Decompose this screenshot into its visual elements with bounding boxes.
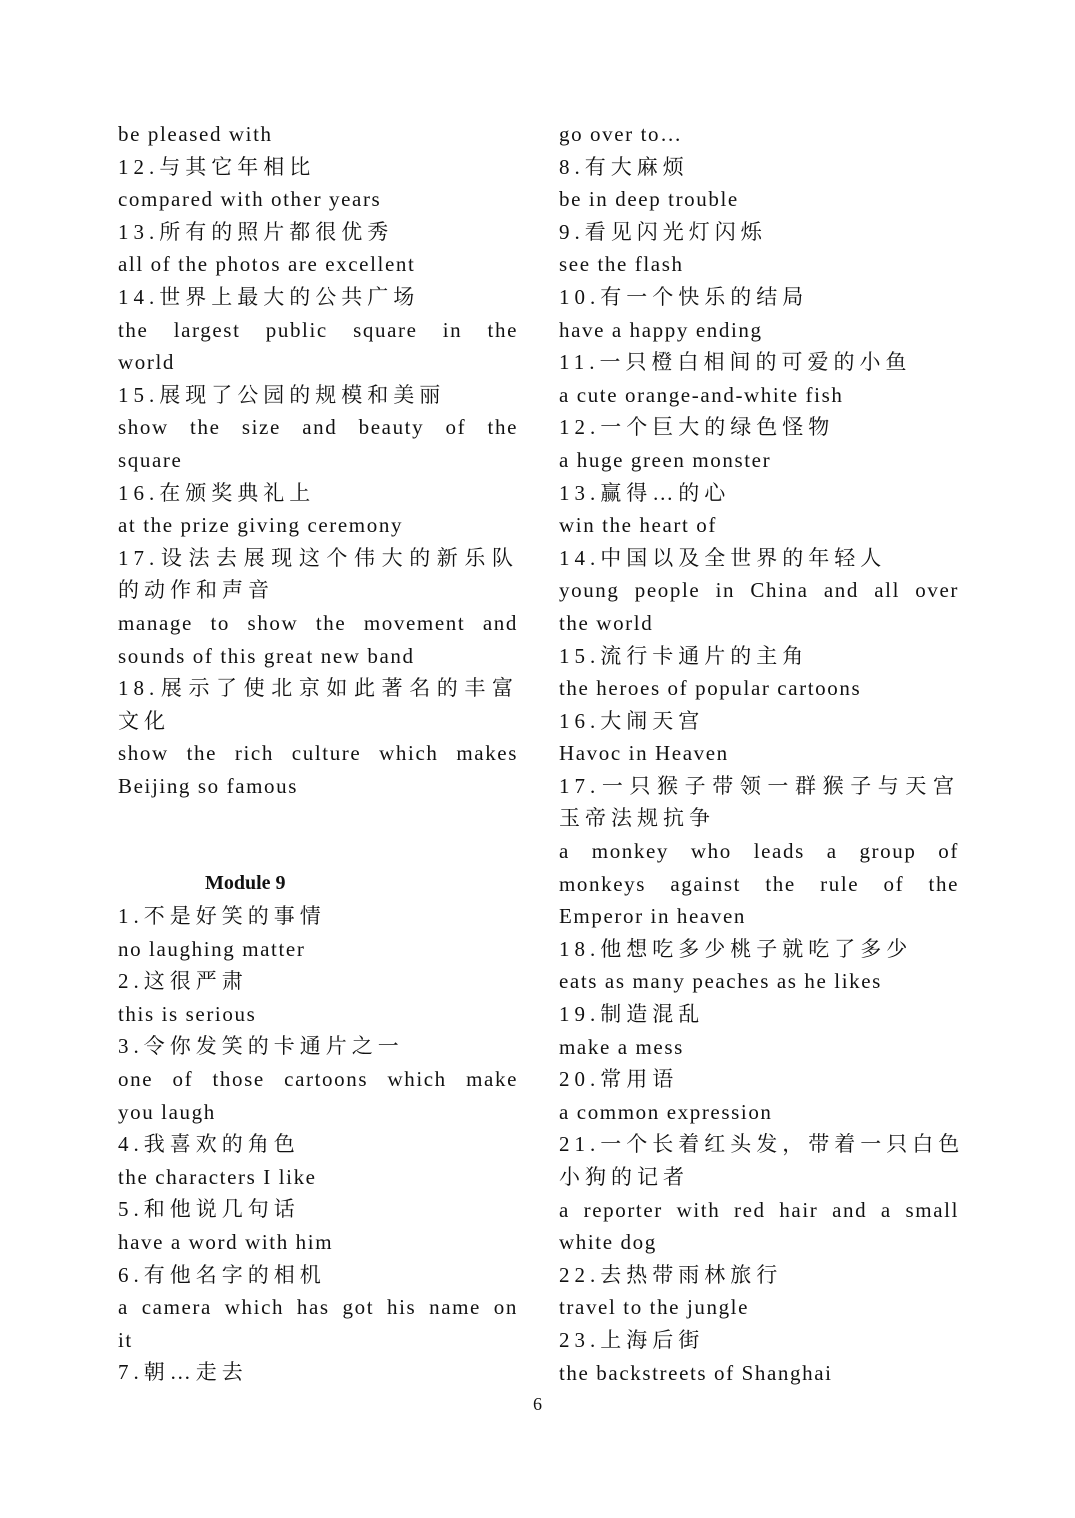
text-line: square: [118, 447, 183, 472]
text-line: 19.制造混乱: [559, 1002, 705, 1027]
text-line: 4.我喜欢的角色: [118, 1132, 300, 1157]
text-line: the largest public square in the: [118, 317, 518, 342]
text-line: Beijing so famous: [118, 773, 299, 798]
text-line: show the size and beauty of the: [118, 415, 518, 440]
text-line: 13.赢得…的心: [559, 480, 731, 505]
text-line: a camera which has got his name on: [118, 1295, 518, 1320]
text-line: at the prize giving ceremony: [118, 513, 404, 538]
text-line: Havoc in Heaven: [559, 741, 729, 766]
text-line: white dog: [559, 1230, 657, 1255]
text-line: 的动作和声音: [118, 578, 274, 603]
text-line: 15.流行卡通片的主角: [559, 643, 809, 668]
text-line: 8.有大麻烦: [559, 154, 689, 179]
text-line: no laughing matter: [118, 936, 306, 961]
text-line: 22.去热带雨林旅行: [559, 1262, 783, 1287]
module-heading: Module 9: [205, 872, 286, 895]
text-line: compared with other years: [118, 187, 382, 212]
text-line: 17.一只猴子带领一群猴子与天宫: [559, 773, 959, 798]
text-line: a common expression: [559, 1099, 773, 1124]
text-line: 3.令你发笑的卡通片之一: [118, 1034, 404, 1059]
text-line: all of the photos are excellent: [118, 252, 416, 277]
text-line: 7.朝…走去: [118, 1360, 248, 1385]
text-line: have a happy ending: [559, 317, 763, 342]
text-line: 17.设法去展现这个伟大的新乐队: [118, 545, 518, 570]
text-line: it: [118, 1327, 133, 1352]
text-line: 20.常用语: [559, 1067, 679, 1092]
text-line: the characters I like: [118, 1164, 317, 1189]
text-line: 11.一只橙白相间的可爱的小鱼: [559, 350, 912, 375]
text-line: the backstreets of Shanghai: [559, 1360, 833, 1385]
text-line: 12.与其它年相比: [118, 154, 316, 179]
left-column: [118, 118, 518, 1389]
text-line: 2.这很严肃: [118, 969, 248, 994]
text-line: make a mess: [559, 1034, 684, 1059]
text-line: this is serious: [118, 1001, 257, 1026]
text-line: a reporter with red hair and a small: [559, 1197, 959, 1222]
text-line: 14.中国以及全世界的年轻人: [559, 545, 887, 570]
text-line: 21.一个长着红头发，带着一只白色: [559, 1132, 965, 1157]
text-line: 小狗的记者: [559, 1165, 689, 1189]
text-line: the world: [559, 610, 654, 635]
text-line: you laugh: [118, 1099, 216, 1124]
text-line: world: [118, 350, 175, 375]
text-line: 18.他想吃多少桃子就吃了多少: [559, 936, 913, 961]
text-line: go over to…: [559, 122, 683, 146]
left-lines-bottom: [118, 900, 518, 1389]
section-gap: [118, 802, 518, 867]
text-line: 15.展现了公园的规模和美丽: [118, 382, 446, 407]
text-line: have a word with him: [118, 1230, 334, 1254]
text-line: win the heart of: [559, 513, 717, 538]
text-line: 14.世界上最大的公共广场: [118, 284, 420, 309]
text-line: eats as many peaches as he likes: [559, 969, 882, 994]
text-line: young people in China and all over: [559, 578, 959, 603]
text-line: travel to the jungle: [559, 1295, 750, 1320]
text-line: monkeys against the rule of the: [559, 871, 959, 896]
text-line: 12.一个巨大的绿色怪物: [559, 415, 835, 440]
text-line: 文化: [118, 708, 170, 733]
text-line: a monkey who leads a group of: [559, 839, 959, 864]
text-line: 玉帝法规抗争: [559, 806, 715, 831]
text-line: 6.有他名字的相机: [118, 1262, 326, 1287]
text-line: a cute orange-and-white fish: [559, 382, 844, 407]
text-line: the heroes of popular cartoons: [559, 676, 862, 701]
text-line: 1.不是好笑的事情: [118, 904, 326, 929]
text-line: see the flash: [559, 252, 684, 277]
text-line: 23.上海后街: [559, 1327, 705, 1352]
text-line: sounds of this great new band: [118, 643, 415, 668]
right-column: [559, 118, 965, 1389]
text-line: 16.大闹天宫: [559, 708, 705, 733]
text-line: a huge green monster: [559, 447, 772, 472]
text-line: 18.展示了使北京如此著名的丰富: [118, 676, 518, 701]
left-lines-top: [118, 118, 518, 802]
page-number: 6: [533, 1394, 542, 1414]
text-line: one of those cartoons which make: [118, 1067, 518, 1092]
text-line: show the rich culture which makes: [118, 741, 518, 766]
text-line: 9.看见闪光灯闪烁: [559, 219, 767, 244]
text-line: be pleased with: [118, 122, 273, 146]
text-line: 16.在颁奖典礼上: [118, 480, 316, 505]
text-line: be in deep trouble: [559, 187, 739, 212]
text-line: manage to show the movement and: [118, 610, 518, 635]
text-line: 5.和他说几句话: [118, 1197, 300, 1222]
text-line: 13.所有的照片都很优秀: [118, 219, 394, 244]
text-line: Emperor in heaven: [559, 904, 746, 929]
text-line: 10.有一个快乐的结局: [559, 284, 809, 309]
